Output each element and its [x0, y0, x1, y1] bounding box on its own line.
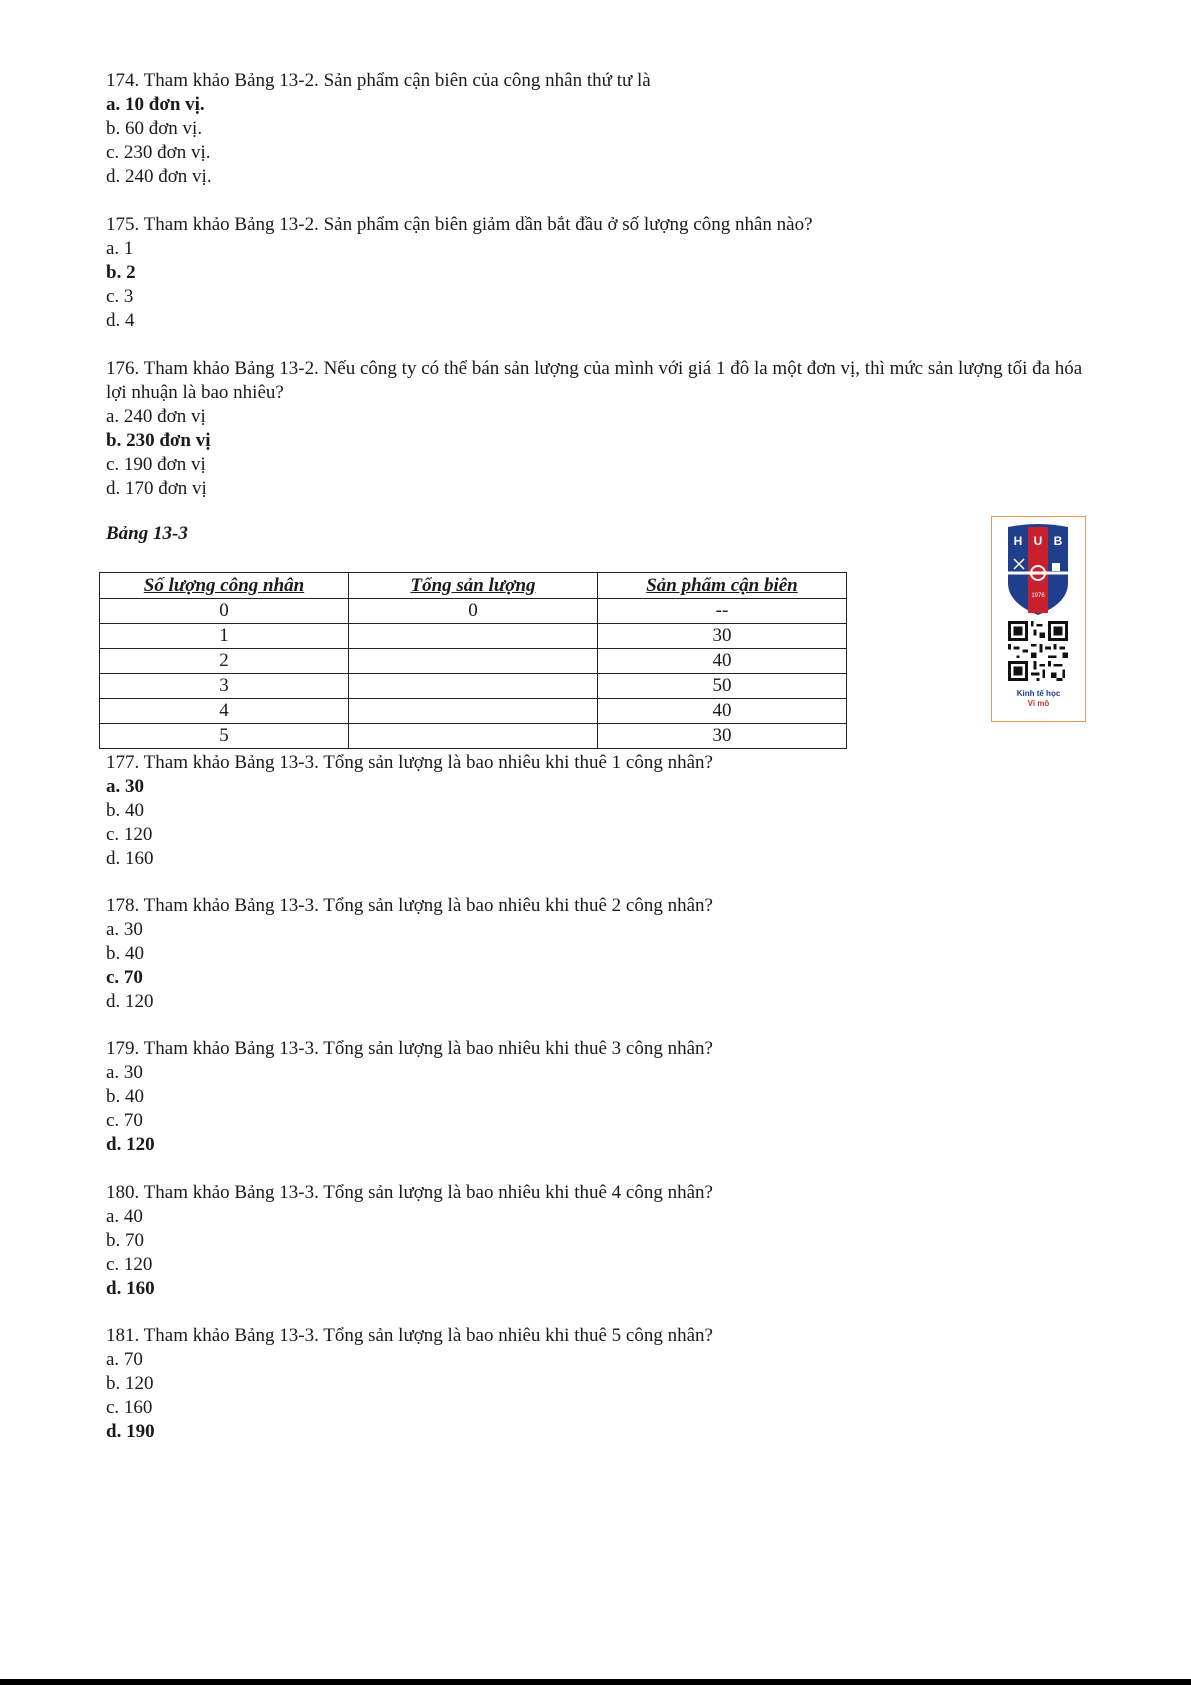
- table-cell: [349, 724, 598, 749]
- table-cell: 0: [349, 599, 598, 624]
- question-stem: 181. Tham khảo Bảng 13-3. Tổng sản lượng là bao nhiêu khi thuê 5 công nhân?: [106, 1325, 713, 1346]
- answer-option: b. 230 đơn vị: [106, 430, 211, 451]
- answer-option: b. 40: [106, 943, 144, 964]
- qr-code-icon: [1008, 621, 1068, 681]
- question-176: [106, 357, 1096, 501]
- logo-year: 1976: [1031, 593, 1045, 599]
- question-174: [106, 69, 651, 189]
- table-row: [100, 649, 847, 674]
- question-stem: 176. Tham khảo Bảng 13-2. Nếu công ty có thể bán sản lượng của mình với giá 1 đô la một đơn vị, thì mức sản lượng tối đa hóa lợi nhuận là bao nhiêu?: [106, 358, 1083, 403]
- table-row: [100, 699, 847, 724]
- badge-caption-level: Vi mô: [1027, 699, 1050, 708]
- answer-option: d. 160: [106, 848, 154, 869]
- answer-option: d. 4: [106, 310, 135, 331]
- answer-option: d. 160: [106, 1278, 155, 1299]
- table-caption: Bảng 13-3: [106, 523, 188, 544]
- table-cell: 0: [100, 599, 349, 624]
- answer-option: a. 40: [106, 1206, 143, 1227]
- answer-option: d. 120: [106, 991, 154, 1012]
- answer-option: a. 30: [106, 919, 143, 940]
- answer-option: b. 40: [106, 800, 144, 821]
- table-cell: 50: [598, 674, 847, 699]
- question-stem: 179. Tham khảo Bảng 13-3. Tổng sản lượng là bao nhiêu khi thuê 3 công nhân?: [106, 1038, 713, 1059]
- question-180: [106, 1181, 713, 1301]
- answer-option: a. 30: [106, 1062, 143, 1083]
- table-cell: --: [598, 599, 847, 624]
- table-cell: 4: [100, 699, 349, 724]
- table-cell: 40: [598, 649, 847, 674]
- question-178: [106, 894, 713, 1014]
- question-stem: 180. Tham khảo Bảng 13-3. Tổng sản lượng là bao nhiêu khi thuê 4 công nhân?: [106, 1182, 713, 1203]
- table-row: [100, 674, 847, 699]
- logo-letter-h: H: [1013, 534, 1023, 548]
- logo-letter-u: U: [1033, 534, 1043, 548]
- question-stem: 177. Tham khảo Bảng 13-3. Tổng sản lượng là bao nhiêu khi thuê 1 công nhân?: [106, 752, 713, 773]
- table-cell: [349, 699, 598, 724]
- table-header-row: [100, 573, 847, 599]
- hub-logo-icon: [1006, 523, 1070, 617]
- answer-option: c. 3: [106, 286, 134, 307]
- answer-option: c. 120: [106, 824, 153, 845]
- table-row: [100, 599, 847, 624]
- table-cell: 1: [100, 624, 349, 649]
- table-cell: [349, 624, 598, 649]
- table-cell: 2: [100, 649, 349, 674]
- table-cell: [349, 649, 598, 674]
- table-cell: 3: [100, 674, 349, 699]
- question-181: [106, 1324, 713, 1444]
- answer-option: a. 10 đơn vị.: [106, 94, 205, 115]
- answer-option: a. 30: [106, 776, 144, 797]
- answer-option: c. 160: [106, 1397, 153, 1418]
- column-header: Số lượng công nhân: [100, 573, 349, 599]
- table-row: [100, 724, 847, 749]
- answer-option: c. 230 đơn vị.: [106, 142, 211, 163]
- question-stem: 175. Tham khảo Bảng 13-2. Sản phẩm cận biên giảm dần bắt đầu ở số lượng công nhân nào?: [106, 214, 813, 235]
- answer-option: b. 2: [106, 262, 136, 283]
- answer-option: c. 70: [106, 967, 143, 988]
- table-cell: 30: [598, 724, 847, 749]
- answer-option: a. 70: [106, 1349, 143, 1370]
- table-cell: 5: [100, 724, 349, 749]
- column-header: Tổng sản lượng: [349, 573, 598, 599]
- page-bottom-rule: [0, 1679, 1191, 1685]
- question-stem: 174. Tham khảo Bảng 13-2. Sản phẩm cận biên của công nhân thứ tư là: [106, 70, 651, 91]
- hub-course-badge: [991, 516, 1086, 722]
- answer-option: b. 120: [106, 1373, 154, 1394]
- table-cell: 40: [598, 699, 847, 724]
- answer-option: a. 1: [106, 238, 134, 259]
- badge-caption-subject: Kinh tế học: [1016, 689, 1061, 698]
- logo-letter-b: B: [1053, 534, 1063, 548]
- answer-option: b. 60 đơn vị.: [106, 118, 203, 139]
- answer-option: c. 70: [106, 1110, 143, 1131]
- answer-option: d. 190: [106, 1421, 155, 1442]
- answer-option: b. 40: [106, 1086, 144, 1107]
- answer-option: b. 70: [106, 1230, 144, 1251]
- answer-option: d. 240 đơn vị.: [106, 166, 212, 187]
- question-stem: 178. Tham khảo Bảng 13-3. Tổng sản lượng là bao nhiêu khi thuê 2 công nhân?: [106, 895, 713, 916]
- question-177: [106, 751, 713, 871]
- table-cell: [349, 674, 598, 699]
- table-row: [100, 624, 847, 649]
- column-header: Sản phẩm cận biên: [598, 573, 847, 599]
- question-179: [106, 1037, 713, 1157]
- table-13-3: [99, 572, 847, 749]
- answer-option: c. 120: [106, 1254, 153, 1275]
- answer-option: a. 240 đơn vị: [106, 406, 206, 427]
- question-175: [106, 213, 813, 333]
- answer-option: d. 120: [106, 1134, 155, 1155]
- answer-option: c. 190 đơn vị: [106, 454, 206, 475]
- table-cell: 30: [598, 624, 847, 649]
- answer-option: d. 170 đơn vị: [106, 478, 207, 499]
